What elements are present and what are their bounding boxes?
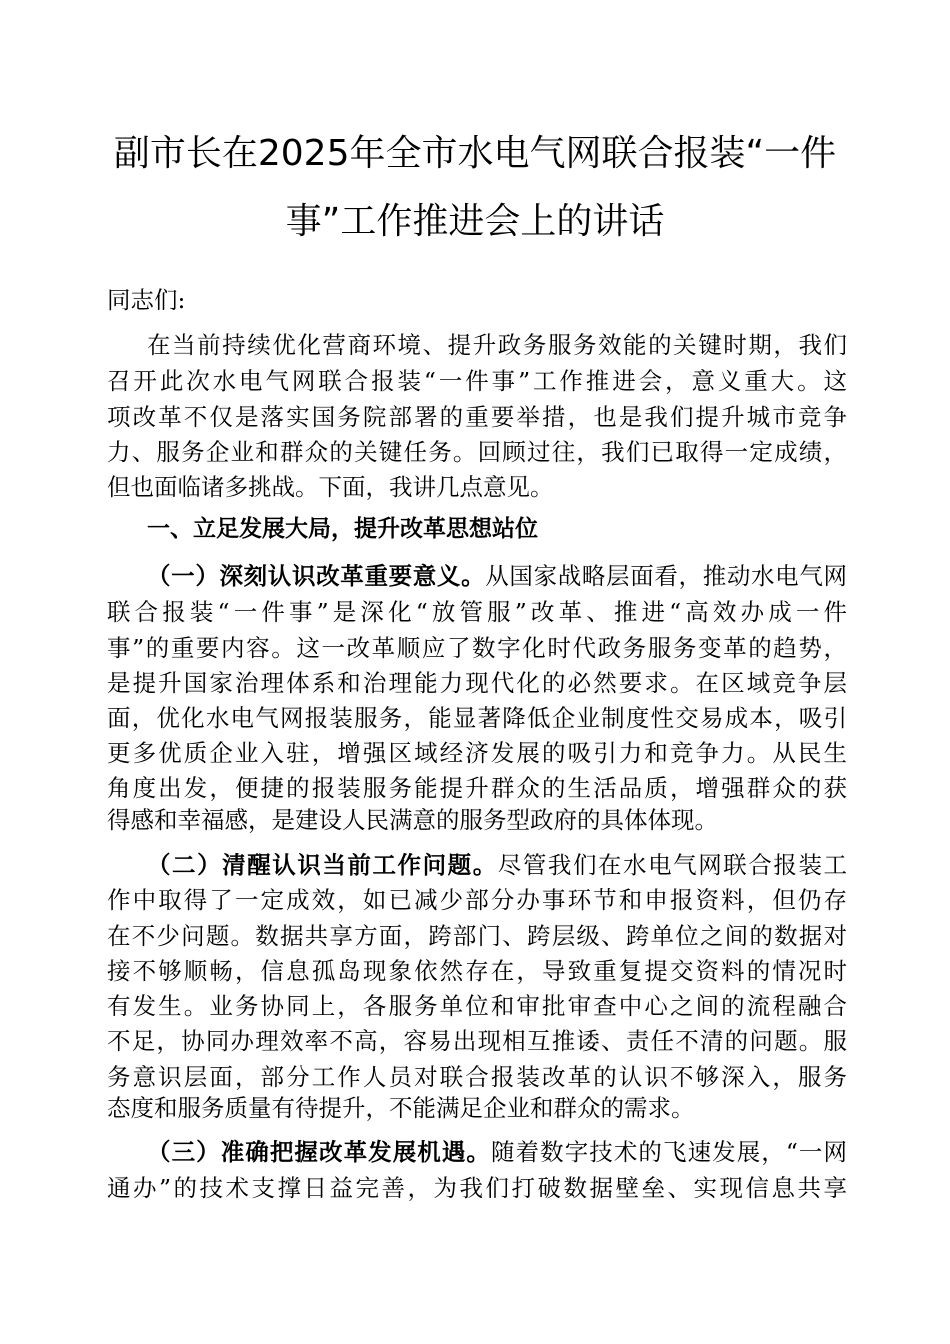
para1-line: 角度出发，便捷的报装服务能提升群众的生活品质，增强群众的获 bbox=[107, 774, 847, 802]
para1-lead: （一）深刻认识改革重要意义。 bbox=[147, 562, 486, 590]
intro-line: 项改革不仅是落实国务院部署的重要举措，也是我们提升城市竞争 bbox=[107, 403, 847, 431]
document-title-line-1: 副市长在2025年全市水电气网联合报装“一件 bbox=[113, 133, 837, 174]
intro-line: 召开此次水电气网联合报装“一件事”工作推进会，意义重大。这 bbox=[107, 367, 847, 395]
para3-lead: （三）准确把握改革发展机遇。 bbox=[147, 1138, 491, 1166]
intro-line: 在当前持续优化营商环境、提升政务服务效能的关键时期，我们 bbox=[147, 331, 847, 359]
salutation: 同志们: bbox=[107, 286, 186, 314]
para3-first-line bbox=[147, 1137, 847, 1167]
para1-line: 事”的重要内容。这一改革顺应了数字化时代政务服务变革的趋势， bbox=[107, 634, 847, 662]
para2-line: 不足，协同办理效率不高，容易出现相互推诿、责任不清的问题。服 bbox=[107, 1027, 847, 1055]
para2-first-line bbox=[147, 850, 847, 880]
para1-line: 是提升国家治理体系和治理能力现代化的必然要求。在区域竞争层 bbox=[107, 669, 847, 697]
document-title-line-2: 事”工作推进会上的讲话 bbox=[285, 201, 665, 242]
intro-line: 力、服务企业和群众的关键任务。回顾过往，我们已取得一定成绩， bbox=[107, 438, 847, 466]
para1-line: 更多优质企业入驻，增强区域经济发展的吸引力和竞争力。从民生 bbox=[107, 739, 847, 767]
para1-line: 得感和幸福感，是建设人民满意的服务型政府的具体体现。 bbox=[107, 806, 718, 834]
para2-line: 在不少问题。数据共享方面，跨部门、跨层级、跨单位之间的数据对 bbox=[107, 922, 847, 950]
para1-line: 面，优化水电气网报装服务，能显著降低企业制度性交易成本，吸引 bbox=[107, 704, 847, 732]
para2-line: 有发生。业务协同上，各服务单位和审批审查中心之间的流程融合 bbox=[107, 992, 847, 1020]
para1-first-rest: 从国家战略层面看，推动水电气网 bbox=[485, 562, 847, 590]
para2-line: 务意识层面，部分工作人员对联合报装改革的认识不够深入，服务 bbox=[107, 1063, 847, 1091]
para2-line: 态度和服务质量有待提升，不能满足企业和群众的需求。 bbox=[107, 1094, 695, 1122]
para3-first-rest: 随着数字技术的飞速发展，“一网 bbox=[491, 1138, 848, 1166]
section-heading: 一、立足发展大局，提升改革思想站位 bbox=[147, 516, 538, 542]
para2-line: 接不够顺畅，信息孤岛现象依然存在，导致重复提交资料的情况时 bbox=[107, 957, 847, 985]
para2-first-rest: 尽管我们在水电气网联合报装工 bbox=[497, 851, 848, 879]
intro-line: 但也面临诸多挑战。下面，我讲几点意见。 bbox=[107, 473, 554, 501]
para1-line: 联合报装“一件事”是深化“放管服”改革、推进“高效办成一件 bbox=[107, 598, 847, 626]
para2-lead: （二）清醒认识当前工作问题。 bbox=[147, 851, 498, 879]
para1-first-line bbox=[147, 561, 847, 591]
para2-line: 作中取得了一定成效，如已减少部分办事环节和申报资料，但仍存 bbox=[107, 886, 847, 914]
para3-line: 通办”的技术支撑日益完善，为我们打破数据壁垒、实现信息共享 bbox=[107, 1174, 847, 1202]
